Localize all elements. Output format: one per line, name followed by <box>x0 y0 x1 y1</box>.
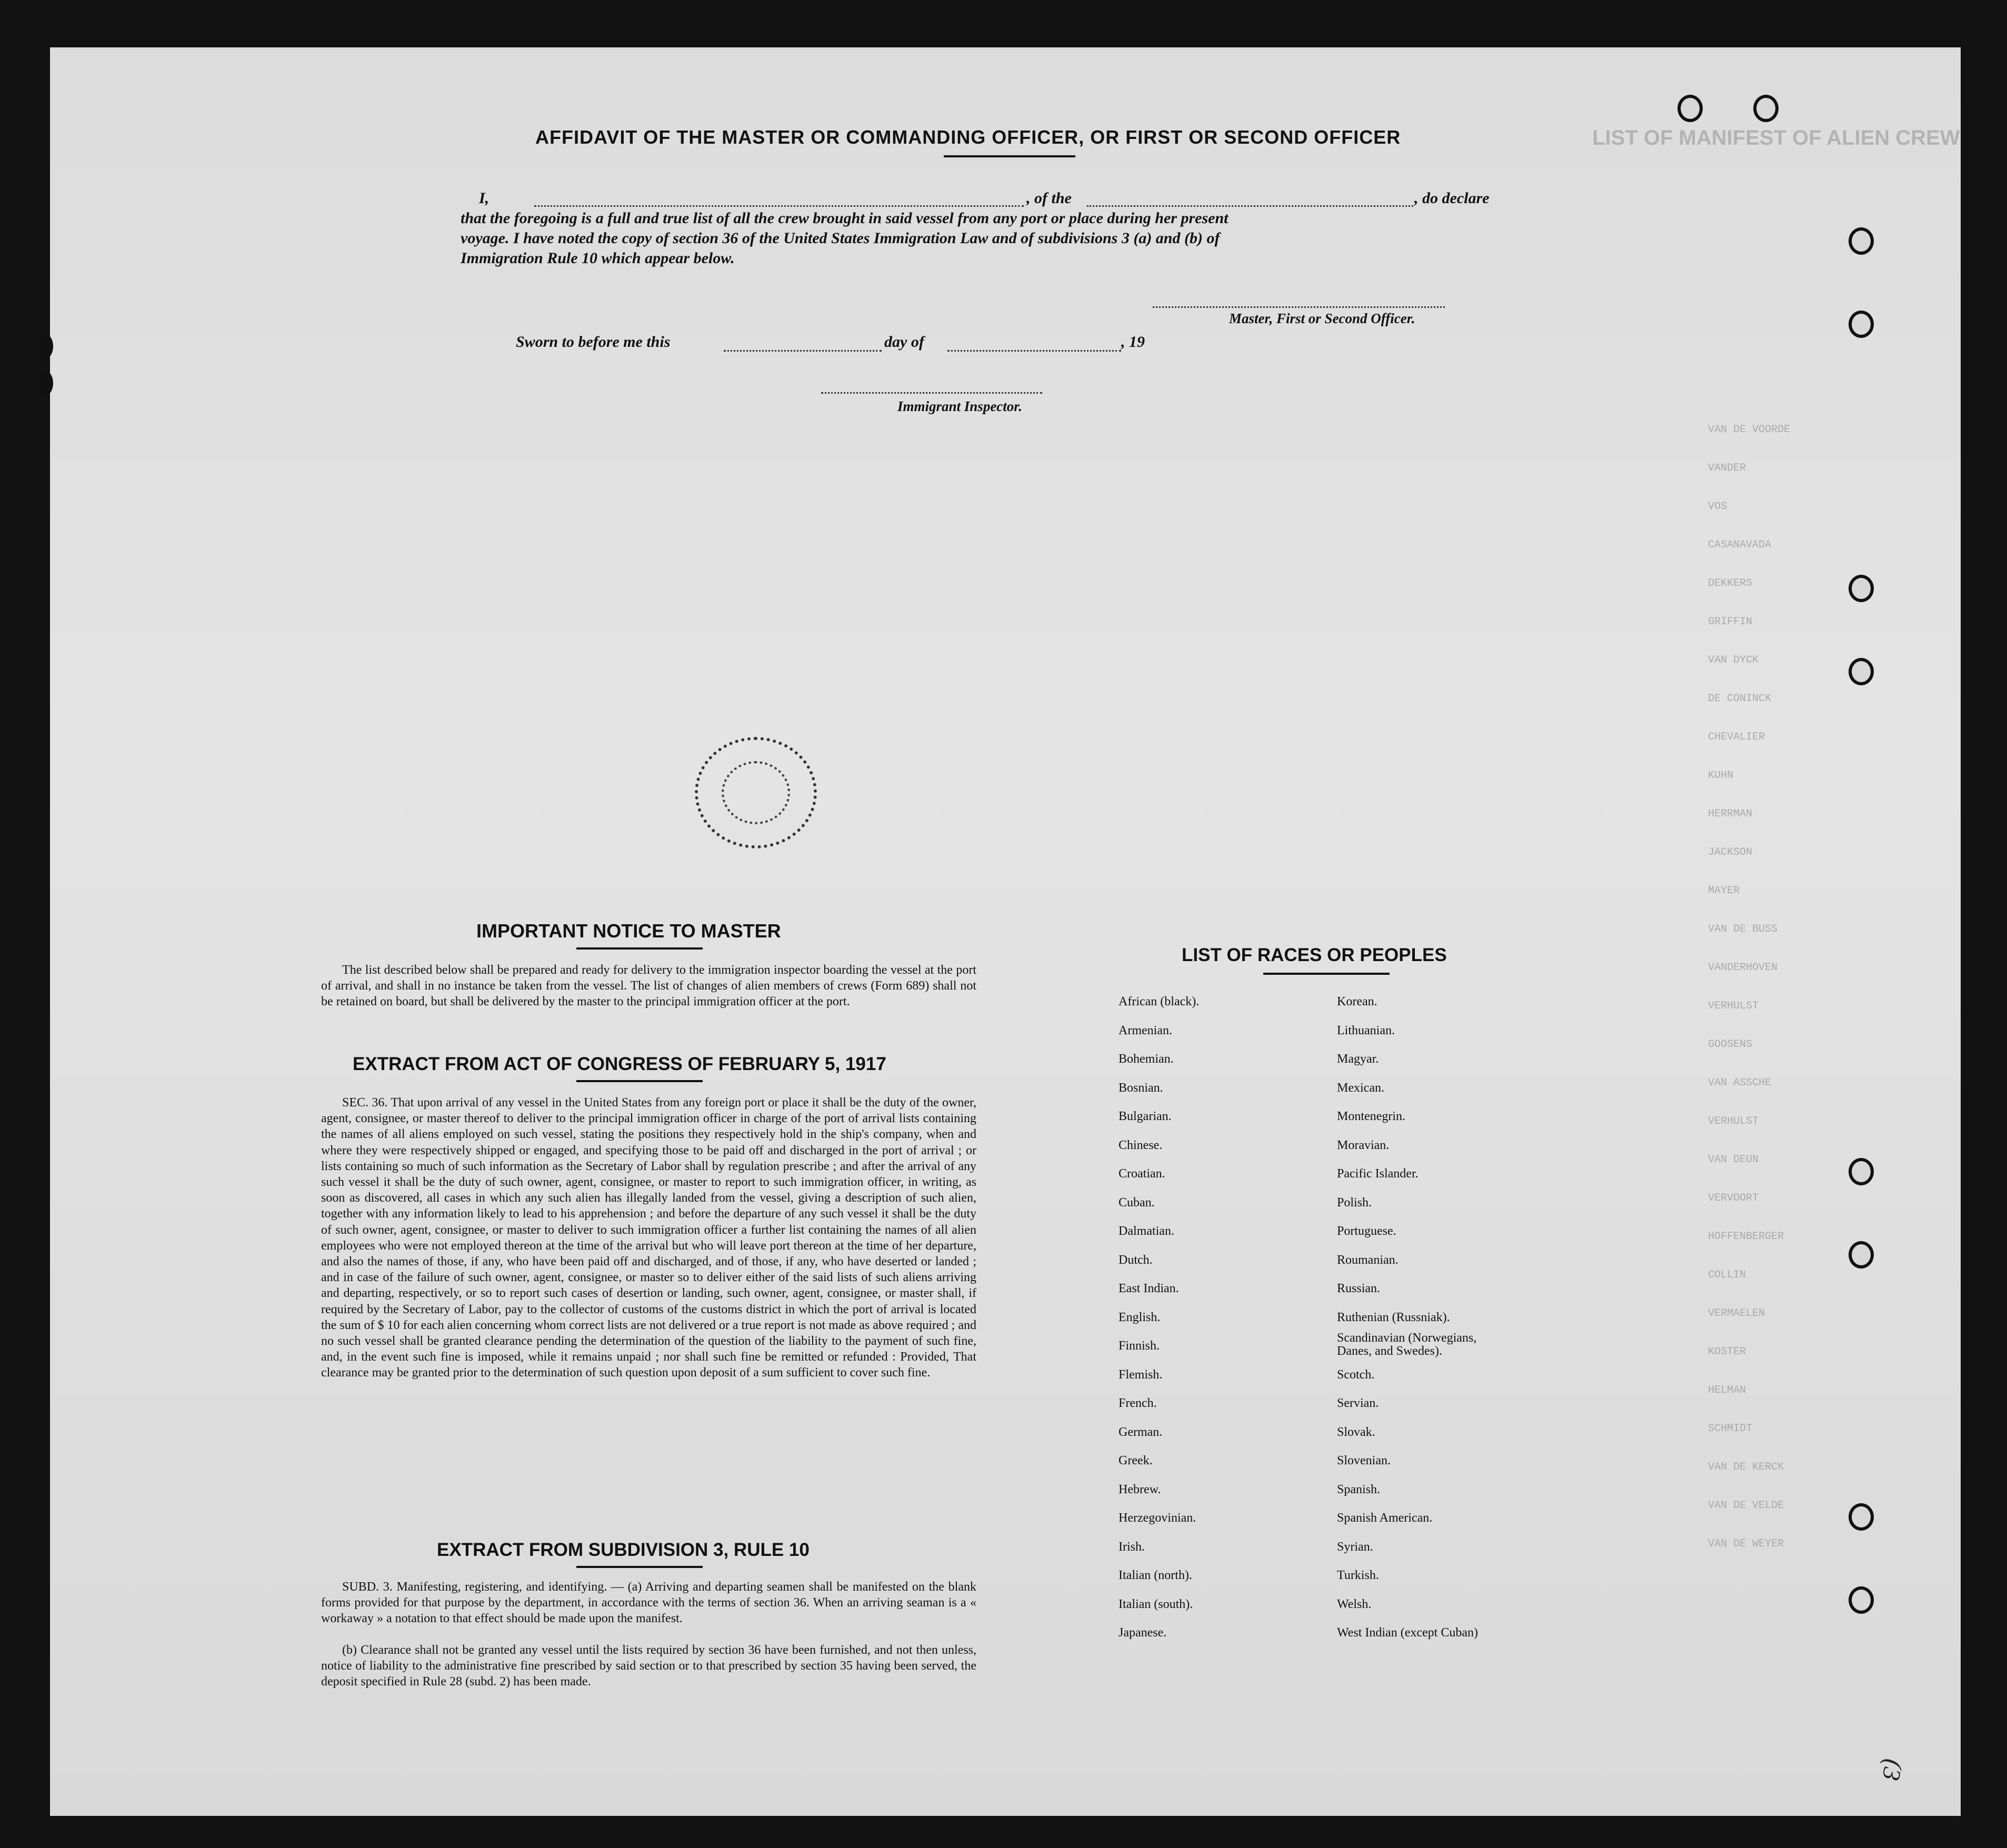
bleed-through-name: MAYER <box>1708 885 1740 897</box>
race-item: Bosnian. <box>1119 1081 1163 1095</box>
bleed-through-name: VAN DEUN <box>1708 1154 1759 1166</box>
punch-hole <box>1753 95 1779 122</box>
bleed-through-name: KOSTER <box>1708 1346 1746 1358</box>
master-signature-label: Master, First or Second Officer. <box>1229 311 1415 326</box>
act-title-rule <box>576 1080 703 1082</box>
rule-para-b: (b) Clearance shall not be granted any vessel until the lists required by section 36 have been furnished, and not then unless, notice of liability to the administrative fine prescribed by said section or to that prescribed by section 35 having been served, the deposit specified in Rule 28 (subd. 2) has been made. <box>321 1643 976 1689</box>
race-item: Korean. <box>1337 995 1377 1008</box>
bleed-through-name: DEKKERS <box>1708 577 1753 590</box>
race-item: African (black). <box>1119 995 1200 1008</box>
vessel-name-field[interactable] <box>1087 205 1413 207</box>
race-item: Chinese. <box>1119 1138 1163 1152</box>
affidavit-of-the: , of the <box>1026 189 1072 207</box>
inspector-signature-line[interactable] <box>821 392 1042 394</box>
punch-hole <box>1849 575 1874 602</box>
page-mark: (3 <box>1876 1757 1908 1783</box>
day-of-label: day of <box>884 333 924 351</box>
race-item: Welsh. <box>1337 1597 1372 1611</box>
bleed-through-name: HERRMAN <box>1708 808 1753 820</box>
race-item: Armenian. <box>1119 1023 1172 1037</box>
race-item: Croatian. <box>1119 1167 1165 1181</box>
bleed-through-name: VOS <box>1708 501 1728 513</box>
punch-hole <box>1849 658 1874 685</box>
bleed-through-name: SCHMIDT <box>1708 1423 1753 1435</box>
punch-hole <box>1849 311 1874 338</box>
race-item: Slovak. <box>1337 1425 1375 1439</box>
race-item: Slovenian. <box>1337 1454 1391 1467</box>
race-item: Bohemian. <box>1119 1052 1174 1066</box>
bleed-through-name: VAN DE KERCK <box>1708 1461 1784 1473</box>
bleed-through-name: VERHULST <box>1708 1115 1759 1127</box>
race-item: East Indian. <box>1119 1282 1179 1295</box>
race-item: Flemish. <box>1119 1367 1163 1382</box>
act-title: EXTRACT FROM ACT OF CONGRESS OF FEBRUARY 5, 1917 <box>353 1054 886 1074</box>
race-item: Magyar. <box>1337 1052 1379 1066</box>
manifest-page <box>50 47 1961 1816</box>
race-item: Montenegrin. <box>1337 1110 1405 1123</box>
master-name-field[interactable] <box>534 205 1024 207</box>
bleed-through-name: VAN DE BUSS <box>1708 923 1778 935</box>
master-signature-line[interactable] <box>1153 306 1445 308</box>
race-item: Lithuanian. <box>1337 1023 1395 1037</box>
race-item: Moravian. <box>1337 1138 1390 1152</box>
edge-mark <box>38 334 53 358</box>
bleed-through-name: CASANAVADA <box>1708 539 1772 551</box>
affidavit-title: AFFIDAVIT OF THE MASTER OR COMMANDING OFFICER, OR FIRST OR SECOND OFFICER <box>535 126 1401 148</box>
race-item: Japanese. <box>1119 1626 1167 1640</box>
race-item: Spanish American. <box>1337 1511 1433 1525</box>
punch-hole <box>1849 227 1874 255</box>
notice-title-rule <box>576 947 703 950</box>
race-item: German. <box>1119 1425 1163 1439</box>
sworn-month-field[interactable] <box>947 350 1121 352</box>
race-item: Irish. <box>1119 1540 1145 1554</box>
punch-hole <box>1678 95 1703 122</box>
race-item: Mexican. <box>1337 1081 1384 1095</box>
year-label: , 19 <box>1121 333 1145 351</box>
rule-title-rule <box>576 1566 703 1568</box>
affidavit-line-2: that the foregoing is a full and true list of all the crew brought in said vessel from any port or place during her present <box>461 209 1229 227</box>
race-item: Portuguese. <box>1337 1224 1396 1238</box>
race-item: Spanish. <box>1337 1482 1381 1496</box>
race-item: Russian. <box>1337 1282 1381 1295</box>
race-item: Bulgarian. <box>1119 1110 1172 1123</box>
race-item: Ruthenian (Russniak). <box>1337 1310 1450 1324</box>
race-item: Hebrew. <box>1119 1482 1161 1496</box>
punch-hole <box>1849 1241 1874 1268</box>
inspector-label: Immigrant Inspector. <box>897 398 1023 414</box>
bleed-through-name: DE CONINCK <box>1708 693 1772 705</box>
affidavit-declare: , do declare <box>1414 189 1490 207</box>
bleed-through-name: COLLIN <box>1708 1269 1746 1281</box>
bleed-through-name: GOOSENS <box>1708 1038 1753 1051</box>
bleed-through-name: CHEVALIER <box>1708 731 1765 743</box>
bleed-through-name: HELMAN <box>1708 1384 1746 1396</box>
race-item: Syrian. <box>1337 1540 1373 1554</box>
affidavit-title-rule <box>944 155 1075 157</box>
notice-body: The list described below shall be prepared and ready for delivery to the immigration inspector boarding the vessel at the port of arrival, and shall in no instance be taken from the vessel. The list of changes of alien members of crews (Form 689) shall not be retained on board, but shall be delivered by the master to the principal immigration officer at the port. <box>321 963 976 1008</box>
punch-hole <box>1849 1586 1874 1614</box>
race-item: Herzegovinian. <box>1119 1511 1196 1525</box>
races-title-rule <box>1263 973 1390 975</box>
official-stamp <box>695 737 817 848</box>
bleed-through-name: HOFFENBERGER <box>1708 1231 1784 1243</box>
affidavit-i: I, <box>479 189 490 207</box>
race-item: Italian (south). <box>1119 1597 1193 1611</box>
edge-mark <box>38 371 53 395</box>
race-item: Cuban. <box>1119 1195 1155 1210</box>
race-item: Servian. <box>1337 1396 1379 1410</box>
bleed-through-name: GRIFFIN <box>1708 616 1753 628</box>
bleed-through-name: KUHN <box>1708 770 1734 782</box>
race-item: Scandinavian (Norwegians, Danes, and Swedes). <box>1337 1331 1477 1358</box>
sworn-label: Sworn to before me this <box>516 333 671 351</box>
bleed-through-name: VANDERHOVEN <box>1708 962 1778 974</box>
notice-title: IMPORTANT NOTICE TO MASTER <box>476 920 781 942</box>
rule-para-a: SUBD. 3. Manifesting, registering, and identifying. — (a) Arriving and departing seamen shall be manifested on the blank forms provided for that purpose by the department, in accordance with the terms of section 36. When an arriving seaman is a « workaway » a notation to that effect should be made upon the manifest. <box>321 1580 976 1625</box>
race-item: Dalmatian. <box>1119 1224 1174 1238</box>
bleed-through-name: VAN DYCK <box>1708 654 1759 666</box>
race-item: French. <box>1119 1396 1157 1410</box>
bleed-through-name: VERVOORT <box>1708 1192 1759 1204</box>
rule-title: EXTRACT FROM SUBDIVISION 3, RULE 10 <box>437 1540 810 1560</box>
bleed-through-name: VERHULST <box>1708 1000 1759 1012</box>
bleed-through-name: VAN DE VELDE <box>1708 1500 1784 1512</box>
bleed-through-name: VERMAELEN <box>1708 1307 1765 1320</box>
act-body: SEC. 36. That upon arrival of any vessel in the United States from any foreign port or place it shall be the duty of the owner, agent, consignee, or master thereof to deliver to the principal immigration officer in charge of the port of arrival lists containing the names of all aliens employed on such vessel, stating the positions they respectively hold in the ship's company, when and where they were respectively shipped or engaged, and specifying those to be paid off and discharged in the port of arrival ; or lists containing so much of such information as the Secretary of Labor shall by regulation prescribe ; and after the arrival of any such vessel it shall be the duty of such owner, agent, consignee, or master to report to such immigration officer, in writing, as soon as discovered, all cases in which any such alien has illegally landed from the vessel, giving a description of such alien, together with any information likely to lead to his apprehension ; and before the departure of any such vessel it shall be the duty of such owner, agent, consignee, or master to deliver to such immigration officer a further list containing the names of all alien employees who were not employed thereon at the time of the arrival but who will leave port thereon at the time of her departure, and also the names of those, if any, who have been paid off and discharged, and of those, if any, who have deserted or landed ; and in case of the failure of such owner, agent, consignee, or master so to deliver either of the said lists of such aliens arriving and departing, respectively, or so to report such cases of desertion or landing, such owner, agent, consignee, or master shall, if required by the Secretary of Labor, pay to the collector of customs of the customs district in which the port of arrival is located the sum of $ 10 for each alien concerning whom correct lists are not delivered or a true report is not made as above required ; and no such vessel shall be granted clearance pending the determination of the question of the liability to the payment of such fine, and, in the event such fine is imposed, while it remains unpaid ; nor shall such fine be remitted or refunded : Provided, That clearance may be granted prior to the determination of such question upon deposit of a sum sufficient to cover such fine. <box>321 1096 976 1380</box>
race-item: Turkish. <box>1337 1569 1379 1582</box>
affidavit-line-3: voyage. I have noted the copy of section 36 of the United States Immigration Law and of subdivisions 3 (a) and (b) of <box>461 229 1220 247</box>
sworn-day-field[interactable] <box>724 350 882 352</box>
bleed-through-header: LIST OF MANIFEST OF ALIEN CREW <box>1592 126 1960 149</box>
bleed-through-name: VANDER <box>1708 462 1746 474</box>
race-item: Scotch. <box>1337 1367 1375 1382</box>
race-item: Greek. <box>1119 1454 1153 1467</box>
punch-hole <box>1849 1158 1874 1185</box>
race-item: Finnish. <box>1119 1339 1160 1353</box>
affidavit-line-4: Immigration Rule 10 which appear below. <box>461 249 735 267</box>
bleed-through-name: VAN DE VOORDE <box>1708 424 1791 436</box>
race-item: Dutch. <box>1119 1253 1153 1267</box>
race-item: West Indian (except Cuban) <box>1337 1626 1478 1640</box>
bleed-through-name: VAN DE WEYER <box>1708 1538 1784 1550</box>
punch-hole <box>1849 1503 1874 1531</box>
races-title: LIST OF RACES OR PEOPLES <box>1182 945 1447 965</box>
race-item: English. <box>1119 1310 1161 1324</box>
race-item: Italian (north). <box>1119 1569 1192 1582</box>
race-item: Polish. <box>1337 1195 1372 1210</box>
race-item: Roumanian. <box>1337 1253 1399 1267</box>
bleed-through-name: JACKSON <box>1708 846 1753 858</box>
race-item: Pacific Islander. <box>1337 1167 1419 1181</box>
bleed-through-name: VAN ASSCHE <box>1708 1077 1772 1089</box>
